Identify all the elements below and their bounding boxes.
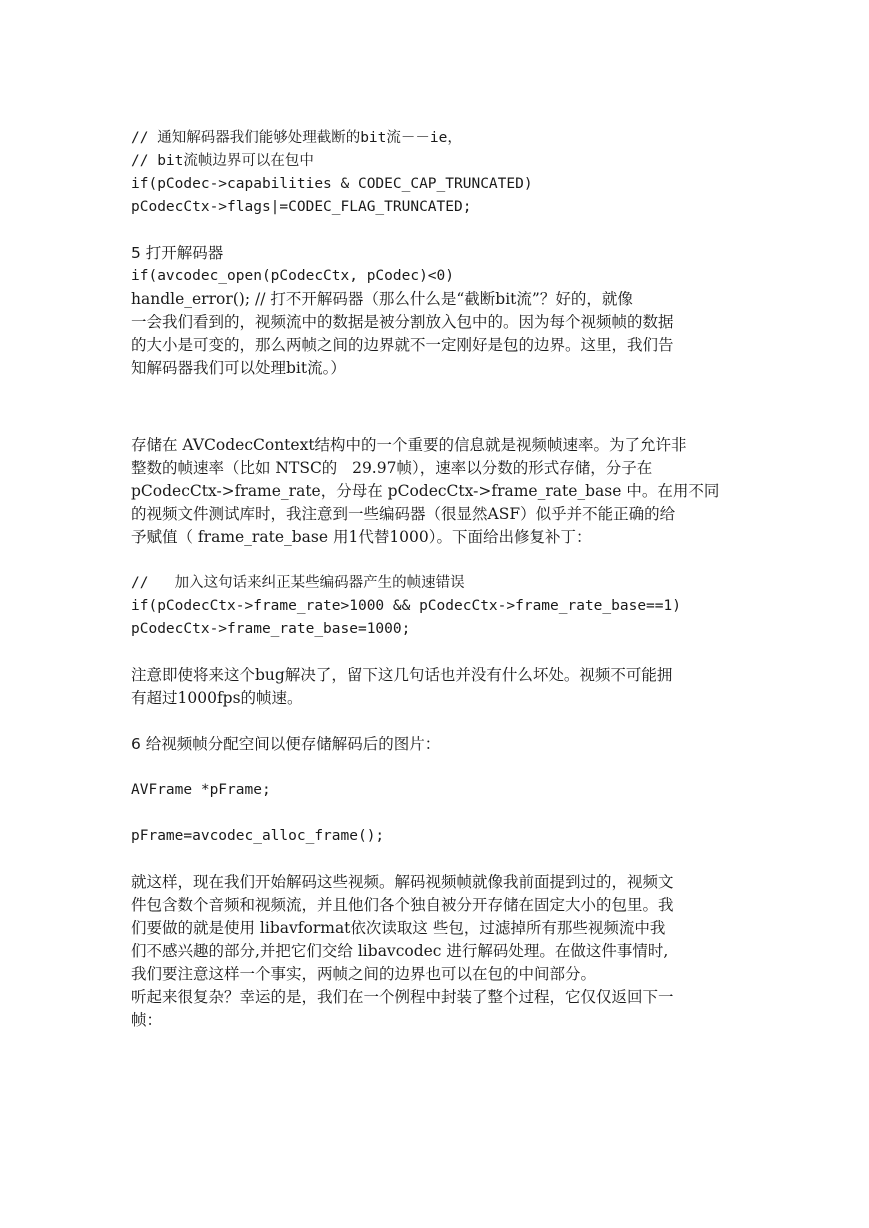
paragraph (131, 288, 741, 380)
paragraph-line: 们不感兴趣的部分,并把它们交给 libavcodec 进行解码处理。在做这件事情时, (131, 942, 669, 960)
spacer (131, 710, 741, 733)
paragraph-line: 有超过1000fps的帧速。 (131, 689, 303, 707)
paragraph-line: 予赋值（ frame_rate_base 用1代替1000）。下面给出修复补丁： (131, 528, 592, 546)
section-heading: 5 打开解码器 (131, 244, 224, 262)
paragraph-line: handle_error(); // 打不开解码器（那么什么是“截断bit流”？好的，就像 (131, 290, 633, 308)
paragraph-line: 听起来很复杂？幸运的是，我们在一个例程中封装了整个过程，它仅仅返回下一 (131, 988, 674, 1006)
code-line: pCodecCtx->flags|=CODEC_FLAG_TRUNCATED; (131, 199, 472, 215)
section-6 (131, 733, 741, 1032)
paragraph (131, 871, 741, 1032)
code-line: pFrame=avcodec_alloc_frame(); (131, 828, 385, 844)
code-line: if(pCodec->capabilities & CODEC_CAP_TRUNCATED) (131, 176, 533, 192)
spacer (131, 426, 741, 434)
paragraph-line: 注意即使将来这个bug解决了，留下这几句话也并没有什么坏处。视频不可能拥 (131, 666, 673, 684)
paragraph-line: pCodecCtx->frame_rate，分母在 pCodecCtx->frame_rate_base 中。在用不同 (131, 482, 720, 500)
paragraph-line: 一会我们看到的，视频流中的数据是被分割放入包中的。因为每个视频帧的数据 (131, 313, 674, 331)
spacer (131, 802, 741, 825)
code-comment-line: // bit流帧边界可以在包中 (131, 153, 314, 169)
section-5 (131, 242, 741, 380)
framerate-section (131, 434, 741, 710)
paragraph-line: 的大小是可变的，那么两帧之间的边界就不一定刚好是包的边界。这里，我们告 (131, 336, 674, 354)
code-line: if(pCodecCtx->frame_rate>1000 && pCodecCtx->frame_rate_base==1) (131, 598, 681, 614)
spacer (131, 848, 741, 871)
document-body (131, 127, 741, 1032)
code-line: if(avcodec_open(pCodecCtx, pCodec)<0) (131, 268, 455, 284)
paragraph-line: 知解码器我们可以处理bit流。） (131, 359, 346, 377)
section-heading: 6 给视频帧分配空间以便存储解码后的图片： (131, 735, 441, 753)
code-comment-line: // 加入这句话来纠正某些编码器产生的帧速错误 (131, 575, 465, 591)
paragraph-line: 们要做的就是使用 libavformat依次读取这 些包，过滤掉所有那些视频流中我 (131, 919, 666, 937)
code-line: pCodecCtx->frame_rate_base=1000; (131, 621, 411, 637)
spacer (131, 549, 741, 572)
spacer (131, 756, 741, 779)
spacer (131, 219, 741, 242)
code-line: AVFrame *pFrame; (131, 782, 271, 798)
paragraph-line: 整数的帧速率（比如 NTSC的 29.97帧），速率以分数的形式存储，分子在 (131, 459, 653, 477)
spacer (131, 380, 741, 426)
paragraph (131, 664, 741, 710)
spacer (131, 641, 741, 664)
paragraph-line: 帧： (131, 1011, 163, 1029)
code-block-framerate-fix (131, 572, 741, 641)
paragraph-line: 存储在 AVCodecContext结构中的一个重要的信息就是视频帧速率。为了允许非 (131, 436, 687, 454)
paragraph (131, 434, 741, 549)
code-block-truncated-flags (131, 127, 741, 219)
code-comment-line: // 通知解码器我们能够处理截断的bit流－－ie， (131, 130, 462, 146)
paragraph-line: 的视频文件测试库时，我注意到一些编码器（很显然ASF）似乎并不能正确的给 (131, 505, 676, 523)
paragraph-line: 我们要注意这样一个事实，两帧之间的边界也可以在包的中间部分。 (131, 965, 597, 983)
paragraph-line: 就这样，现在我们开始解码这些视频。解码视频帧就像我前面提到过的，视频文 (131, 873, 674, 891)
paragraph-line: 件包含数个音频和视频流，并且他们各个独自被分开存储在固定大小的包里。我 (131, 896, 674, 914)
